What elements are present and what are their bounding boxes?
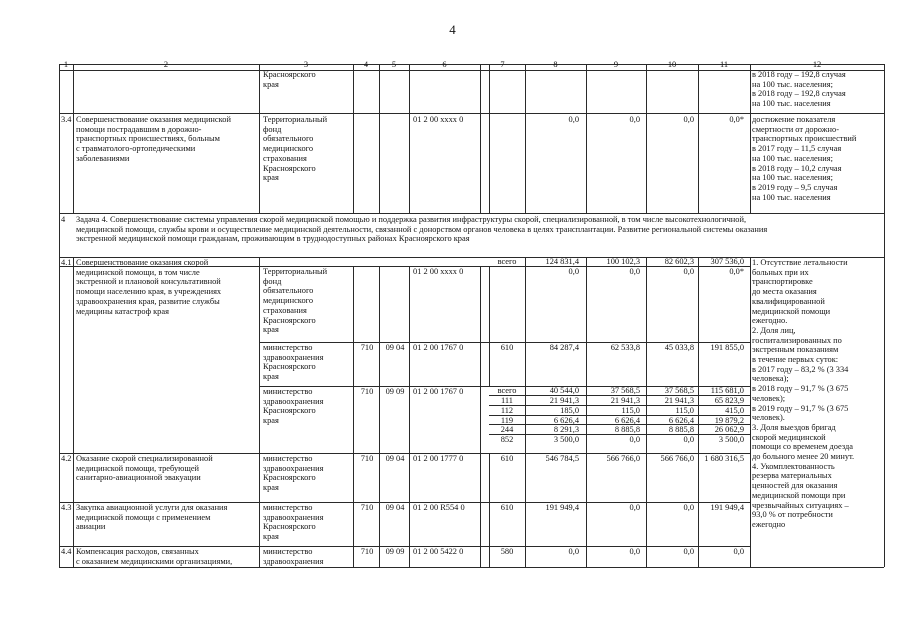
cell-v11: 191 949,4	[710, 503, 744, 512]
total-vr: всего	[497, 257, 517, 266]
sub-v11: 19 879,2	[714, 416, 744, 425]
cell-csr: 01 2 00 xxxx 0	[413, 115, 464, 124]
cell-name: Оказание скорой специализированной медицинской помощи, требующей санитарно-авиационной эвакуации	[76, 454, 213, 483]
sub-v10: 115,0	[675, 406, 694, 415]
cell-rzpr: 09 04	[385, 343, 405, 352]
table-rule	[698, 64, 699, 213]
cell-num: 3.4	[61, 115, 72, 124]
sub-v9: 37 568,5	[610, 386, 640, 395]
sub-v11: 3 500,0	[718, 435, 744, 444]
table-rule	[884, 64, 885, 567]
cell-v8: 191 949,4	[545, 503, 579, 512]
cell-name: Совершенствование оказания медицинской помощи пострадавшим в дорожно- транспортных происшествиях, больным с травматолого-ортопедическими заболеваниями	[76, 115, 231, 163]
table-rule	[480, 266, 481, 567]
column-number-11: 11	[719, 60, 729, 69]
table-rule	[379, 266, 380, 567]
table-rule	[59, 567, 884, 568]
sub-v9: 6 626,4	[614, 416, 640, 425]
cell-rzpr: 09 04	[385, 454, 405, 463]
cell-csr: 01 2 00 xxxx 0	[413, 267, 464, 276]
cell-v10: 0,0	[683, 503, 694, 512]
column-number-1: 1	[63, 60, 69, 69]
table-rule	[409, 64, 410, 213]
cell-name: Совершенствование оказания скорой медицинской помощи, в том числе экстренной и плановой консультативной помощи населению края, в учреждениях здравоохранения края, развитие службы медицины катастроф края	[76, 258, 222, 316]
cell-col3: министерство здравоохранения Красноярского края	[263, 454, 324, 493]
cell-v11: 0,0*	[729, 115, 744, 124]
table-rule	[489, 266, 490, 386]
cell-v8: 0,0	[568, 267, 579, 276]
sub-vr: 244	[500, 425, 514, 434]
sub-vr: 111	[501, 396, 513, 405]
sub-v8: 6 626,4	[553, 416, 579, 425]
sub-vr: всего	[497, 386, 517, 395]
cell-vr: 610	[500, 503, 514, 512]
sub-vr: 852	[500, 435, 514, 444]
cell-col12: 1. Отсутствие летальности больных при их транспортировке до места оказания квалифицированной медицинской помощи ежегодно. 2. Доля лиц, госпитализированных по экстренным показаниям в течение первых суток: в 2017 году – 83,2 % (3 334 человека); в 2018 году – 91,7 % (3 675 человек); в 2019 году – 91,7 % (3 675 человек). 3. Доля выездов бригад скорой медицинской помощи со временем доезда до больного менее 20 минут. 4. Укомплектованность резерва материальных ценностей для оказания медицинской помощи при чрезвычайных ситуациях – 93,0 % от потребности ежегодно	[752, 258, 855, 529]
cell-csr: 01 2 00 1777 0	[413, 454, 464, 463]
cell-grbs: 710	[360, 503, 374, 512]
cell-num: 4.1	[61, 258, 72, 267]
sub-v9: 8 885,8	[614, 425, 640, 434]
sub-v8: 185,0	[560, 406, 579, 415]
column-number-9: 9	[613, 60, 619, 69]
cell-v10: 566 766,0	[660, 454, 694, 463]
cell-v8: 84 287,4	[549, 343, 579, 352]
cell-vr: 580	[500, 547, 514, 556]
table-rule	[353, 266, 354, 567]
cell-grbs: 710	[360, 547, 374, 556]
sub-v10: 37 568,5	[664, 386, 694, 395]
cell-v10: 45 033,8	[664, 343, 694, 352]
table-rule	[259, 64, 260, 213]
cell-text: в 2018 году – 192,8 случая на 100 тыс. населения; в 2018 году – 192,8 случая на 100 тыс. населения	[752, 70, 846, 109]
cell-col3: министерство здравоохранения Красноярского края	[263, 503, 324, 542]
cell-name: Компенсация расходов, связанных с оказанием медицинскими организациями,	[76, 547, 233, 566]
total-v9: 100 102,3	[606, 257, 640, 266]
sub-v10: 21 941,3	[664, 396, 694, 405]
cell-num: 4.3	[61, 503, 72, 512]
cell-rzpr: 09 04	[385, 503, 405, 512]
cell-v9: 0,0	[629, 267, 640, 276]
table-rule	[73, 64, 74, 213]
column-number-5: 5	[391, 60, 397, 69]
column-number-12: 12	[812, 60, 822, 69]
sub-vr: 112	[500, 406, 514, 415]
cell-text: Красноярского края	[263, 70, 316, 89]
sub-v8: 40 544,0	[549, 386, 579, 395]
task-text: Задача 4. Совершенствование системы управления скорой медицинской помощью и поддержка развития инфраструктуры скорой, специализированной, в том числе высокотехнологичной, медицинской помощи, службы крови и осуществление медицинской деятельности, связанной с донорством органов человека в целях трансплантации. Развитие региональной системы оказания экстренной медицинской помощи гражданам, проживающим в труднодоступных районах Красноярского края	[76, 215, 768, 244]
table-rule	[73, 257, 74, 567]
column-number-4: 4	[363, 60, 369, 69]
table-rule	[586, 257, 587, 567]
table-rule	[59, 213, 884, 214]
sub-v11: 115 681,0	[710, 386, 744, 395]
table-rule	[525, 257, 526, 567]
column-number-7: 7	[500, 60, 505, 69]
column-number-10: 10	[667, 60, 677, 69]
cell-col3: министерство здравоохранения Красноярского края	[263, 387, 324, 426]
table-rule	[489, 64, 490, 213]
table-rule	[750, 257, 751, 567]
cell-vr: 610	[500, 454, 514, 463]
cell-v9: 62 533,8	[610, 343, 640, 352]
sub-v10: 8 885,8	[668, 425, 694, 434]
total-v8: 124 831,4	[545, 257, 579, 266]
column-number-2: 2	[163, 60, 169, 69]
table-rule	[480, 64, 481, 213]
cell-csr: 01 2 00 1767 0	[413, 343, 464, 352]
cell-num: 4.4	[61, 547, 72, 556]
cell-v11: 1 680 316,5	[704, 454, 744, 463]
cell-col3: Территориальный фонд обязательного медицинского страхования Красноярского края	[263, 267, 328, 335]
cell-v10: 0,0	[683, 115, 694, 124]
column-number-8: 8	[553, 60, 558, 69]
cell-v8: 0,0	[568, 547, 579, 556]
sub-v9: 115,0	[621, 406, 640, 415]
cell-csr: 01 2 00 1767 0	[413, 387, 464, 396]
cell-v10: 0,0	[683, 267, 694, 276]
cell-col3: министерство здравоохранения	[263, 547, 324, 566]
table-rule	[59, 64, 60, 567]
sub-v11: 415,0	[725, 406, 744, 415]
cell-grbs: 710	[360, 454, 374, 463]
sub-v10: 0,0	[683, 435, 694, 444]
column-number-6: 6	[442, 60, 447, 69]
cell-v11: 0,0*	[729, 267, 744, 276]
sub-v9: 0,0	[629, 435, 640, 444]
cell-v11: 191 855,0	[710, 343, 744, 352]
cell-v11: 0,0	[733, 547, 744, 556]
cell-v8: 0,0	[568, 115, 579, 124]
table-rule	[586, 64, 587, 213]
table-rule	[525, 64, 526, 213]
cell-grbs: 710	[360, 387, 374, 396]
total-v11: 307 536,0	[710, 257, 744, 266]
sub-vr: 119	[500, 416, 514, 425]
table-rule	[379, 64, 380, 213]
cell-vr: 610	[500, 343, 514, 352]
cell-num: 4.2	[61, 454, 72, 463]
task-number: 4	[61, 215, 66, 224]
cell-v10: 0,0	[683, 547, 694, 556]
table-rule	[646, 64, 647, 213]
sub-v11: 26 062,9	[714, 425, 744, 434]
table-rule	[353, 64, 354, 213]
sub-v10: 6 626,4	[668, 416, 694, 425]
cell-name: Закупка авиационной услуги для оказания медицинской помощи с применением авиации	[76, 503, 228, 532]
sub-v8: 8 291,3	[553, 425, 579, 434]
table-rule	[259, 257, 260, 567]
table-rule	[750, 64, 751, 213]
cell-col3: министерство здравоохранения Красноярского края	[263, 343, 324, 382]
table-rule	[409, 266, 410, 567]
cell-rzpr: 09 09	[385, 547, 405, 556]
table-rule	[489, 453, 490, 567]
cell-col3: Территориальный фонд обязательного медицинского страхования Красноярского края	[263, 115, 328, 183]
table-rule	[646, 257, 647, 567]
sub-v8: 21 941,3	[549, 396, 579, 405]
cell-col12: достижение показателя смертности от дорожно- транспортных происшествий в 2017 году – 11,5 случая на 100 тыс. населения; в 2018 году – 10,2 случая на 100 тыс. населения; в 2019 году – 9,5 случая на 100 тыс. населения	[752, 115, 857, 202]
cell-rzpr: 09 09	[385, 387, 405, 396]
table-rule	[698, 257, 699, 567]
page-number: 4	[449, 22, 456, 37]
table-rule	[59, 113, 884, 114]
sub-v8: 3 500,0	[553, 435, 579, 444]
cell-v9: 0,0	[629, 503, 640, 512]
cell-v9: 0,0	[629, 115, 640, 124]
cell-v9: 566 766,0	[606, 454, 640, 463]
column-number-3: 3	[303, 60, 309, 69]
cell-csr: 01 2 00 5422 0	[413, 547, 464, 556]
total-v10: 82 602,3	[664, 257, 694, 266]
cell-grbs: 710	[360, 343, 374, 352]
cell-v9: 0,0	[629, 547, 640, 556]
sub-v11: 65 823,9	[714, 396, 744, 405]
sub-v9: 21 941,3	[610, 396, 640, 405]
cell-csr: 01 2 00 R554 0	[413, 503, 465, 512]
cell-v8: 546 784,5	[545, 454, 579, 463]
